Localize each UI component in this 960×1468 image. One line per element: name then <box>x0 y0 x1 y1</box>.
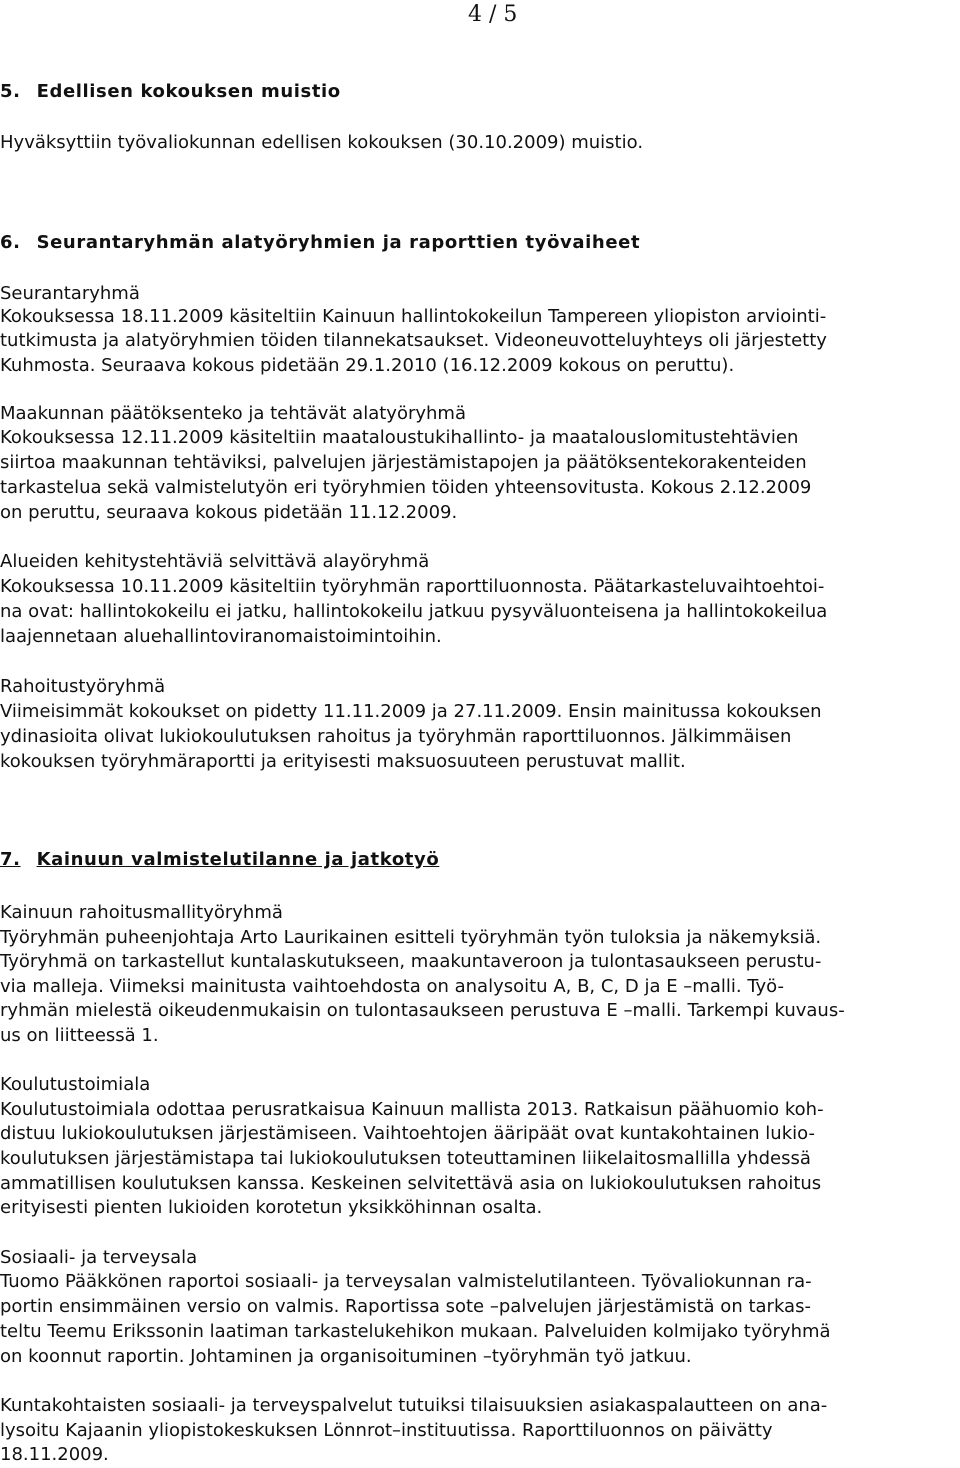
section-heading <box>0 80 341 104</box>
subheading: Kainuun rahoitusmallityöryhmä <box>0 902 283 923</box>
section-number: 5. <box>0 81 21 102</box>
paragraph-line: Koulutustoimiala odottaa perusratkaisua Kainuun mallista 2013. Ratkaisun päähuomio koh- <box>0 1099 824 1120</box>
paragraph-line: siirtoa maakunnan tehtäviksi, palvelujen järjestämistapojen ja päätöksentekorakenteiden <box>0 452 807 473</box>
paragraph-line: distuu lukiokoulutuksen järjestämiseen. Vaihtoehtojen ääripäät ovat kuntakohtainen lukio- <box>0 1123 815 1144</box>
paragraph-line: via malleja. Viimeksi mainitusta vaihtoehdosta on analysoitu A, B, C, D ja E –malli. Työ- <box>0 976 785 997</box>
paragraph-line: tarkastelua sekä valmistelutyön eri työryhmien töiden yhteensovitusta. Kokous 2.12.2009 <box>0 477 812 498</box>
paragraph-line: Kuhmosta. Seuraava kokous pidetään 29.1.2010 (16.12.2009 kokous on peruttu). <box>0 355 735 376</box>
paragraph-line: Hyväksyttiin työvaliokunnan edellisen kokouksen (30.10.2009) muistio. <box>0 132 644 153</box>
paragraph-line: laajennetaan aluehallintoviranomaistoimintoihin. <box>0 626 442 647</box>
paragraph-line: kokouksen työryhmäraportti ja erityisesti maksuosuuteen perustuvat mallit. <box>0 751 686 772</box>
paragraph-line: Työryhmän puheenjohtaja Arto Laurikainen esitteli työryhmän työn tuloksia ja näkemyksiä. <box>0 927 822 948</box>
section-title: Edellisen kokouksen muistio <box>36 81 341 102</box>
paragraph-line: erityisesti pienten lukioiden korotetun yksikköhinnan osalta. <box>0 1197 543 1218</box>
subheading: Koulutustoimiala <box>0 1074 151 1095</box>
section-heading <box>0 231 640 255</box>
paragraph-line: na ovat: hallintokokeilu ei jatku, hallintokokeilu jatkuu pysyväluonteisena ja hallintokokeilua <box>0 601 828 622</box>
paragraph-line: portin ensimmäinen versio on valmis. Raportissa sote –palvelujen järjestämistä on tarkas- <box>0 1296 811 1317</box>
subheading: Rahoitustyöryhmä <box>0 676 166 697</box>
section-number: 7. <box>0 849 21 870</box>
paragraph-line: Kokouksessa 10.11.2009 käsiteltiin työryhmän raporttiluonnosta. Päätarkasteluvaihtoehtoi- <box>0 576 825 597</box>
section-title: Seurantaryhmän alatyöryhmien ja raporttien työvaiheet <box>36 232 641 253</box>
paragraph-line: ammatillisen koulutuksen kanssa. Keskeinen selvitettävä asia on lukiokoulutuksen rahoitus <box>0 1173 822 1194</box>
subheading: Sosiaali- ja terveysala <box>0 1247 198 1268</box>
paragraph-line: ryhmän mielestä oikeudenmukaisin on tulontasaukseen perustuva E –malli. Tarkempi kuvaus- <box>0 1000 845 1021</box>
paragraph-line: on peruttu, seuraava kokous pidetään 11.12.2009. <box>0 502 458 523</box>
paragraph-line: Kokouksessa 18.11.2009 käsiteltiin Kainuun hallintokokeilun Tampereen yliopiston arviointi- <box>0 306 827 327</box>
paragraph-line: Viimeisimmät kokoukset on pidetty 11.11.2009 ja 27.11.2009. Ensin mainitussa kokouksen <box>0 701 822 722</box>
subheading: Seurantaryhmä <box>0 283 140 304</box>
paragraph-line: teltu Teemu Erikssonin laatiman tarkastelukehikon mukaan. Palveluiden kolmijako työryhmä <box>0 1321 831 1342</box>
paragraph-line: Kokouksessa 12.11.2009 käsiteltiin maataloustukihallinto- ja maatalouslomitustehtävien <box>0 427 799 448</box>
paragraph-line: on koonnut raportin. Johtaminen ja organisoituminen –työryhmän työ jatkuu. <box>0 1346 692 1367</box>
section-title: Kainuun valmistelutilanne ja jatkotyö <box>36 849 440 870</box>
paragraph-line: Kuntakohtaisten sosiaali- ja terveyspalvelut tutuiksi tilaisuuksien asiakaspalautteen on ana- <box>0 1395 828 1416</box>
paragraph-line: ydinasioita olivat lukiokoulutuksen rahoitus ja työryhmän raporttiluonnos. Jälkimmäisen <box>0 726 792 747</box>
page-number: 4 / 5 <box>468 2 518 27</box>
paragraph-line: Työryhmä on tarkastellut kuntalaskutukseen, maakuntaveroon ja tulontasaukseen perustu- <box>0 951 822 972</box>
paragraph-line: koulutuksen järjestämistapa tai lukiokoulutuksen toteuttaminen liikelaitosmallilla yhdessä <box>0 1148 811 1169</box>
section-number: 6. <box>0 232 21 253</box>
paragraph-line: 18.11.2009. <box>0 1444 109 1465</box>
paragraph-line: Tuomo Pääkkönen raportoi sosiaali- ja terveysalan valmistelutilanteen. Työvaliokunnan ra- <box>0 1271 812 1292</box>
subheading: Alueiden kehitystehtäviä selvittävä alayöryhmä <box>0 551 430 572</box>
paragraph-line: lysoitu Kajaanin yliopistokeskuksen Lönnrot–instituutissa. Raporttiluonnos on päivätty <box>0 1420 773 1441</box>
paragraph-line: us on liitteessä 1. <box>0 1025 159 1046</box>
subheading: Maakunnan päätöksenteko ja tehtävät alatyöryhmä <box>0 403 466 424</box>
section-heading <box>0 848 439 872</box>
paragraph-line: tutkimusta ja alatyöryhmien töiden tilannekatsaukset. Videoneuvotteluyhteys oli järjestetty <box>0 330 827 351</box>
